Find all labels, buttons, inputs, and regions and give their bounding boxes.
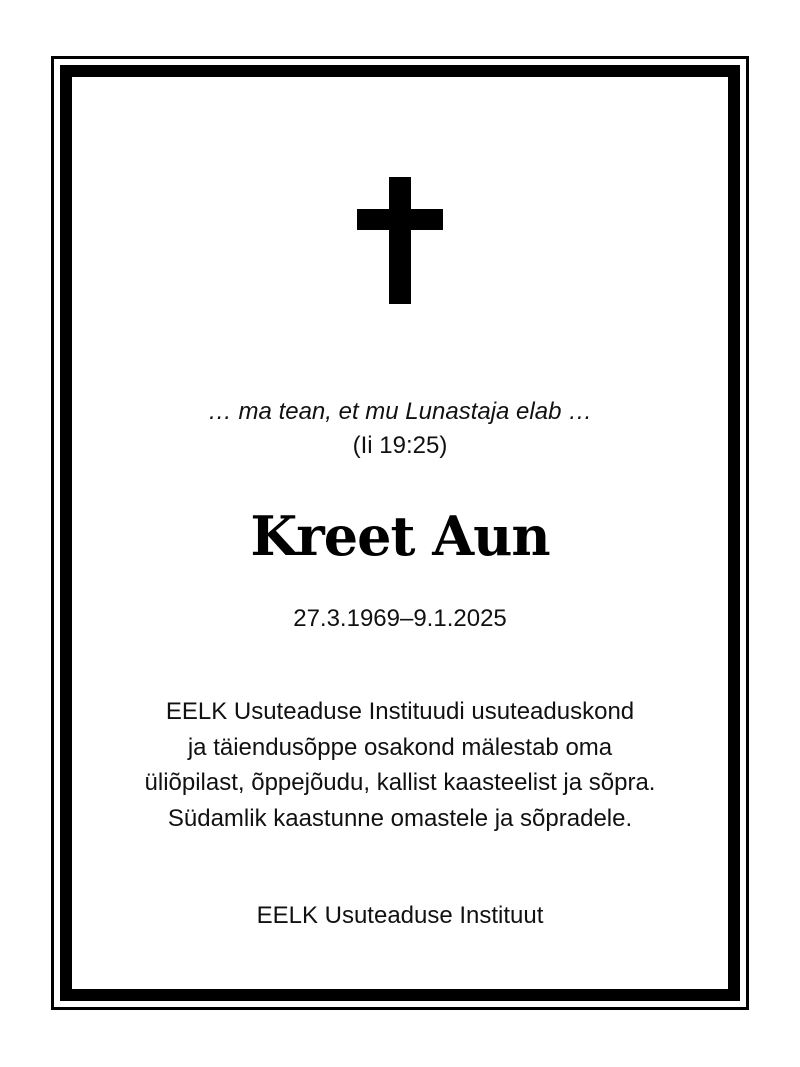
cross-horizontal-bar <box>357 209 443 230</box>
life-dates: 27.3.1969–9.1.2025 <box>293 605 507 632</box>
cross-icon <box>357 177 443 304</box>
message-line: EELK Usuteaduse Instituudi usuteaduskond <box>165 698 635 725</box>
message-line: üliõpilast, õppejõudu, kallist kaasteelist ja sõpra. <box>144 769 656 796</box>
signature: EELK Usuteaduse Instituut <box>256 902 544 929</box>
message-line: Südamlik kaastunne omastele ja sõpradele. <box>167 804 633 832</box>
condolence-message <box>80 694 720 836</box>
bible-verse: … ma tean, et mu Lunastaja elab … <box>207 398 593 425</box>
message-line: ja täiendusõppe osakond mälestab oma <box>187 733 613 761</box>
cross-vertical-bar <box>389 177 411 304</box>
deceased-name: Kreet Aun <box>250 504 550 568</box>
bible-verse-reference: (Ii 19:25) <box>352 432 448 459</box>
